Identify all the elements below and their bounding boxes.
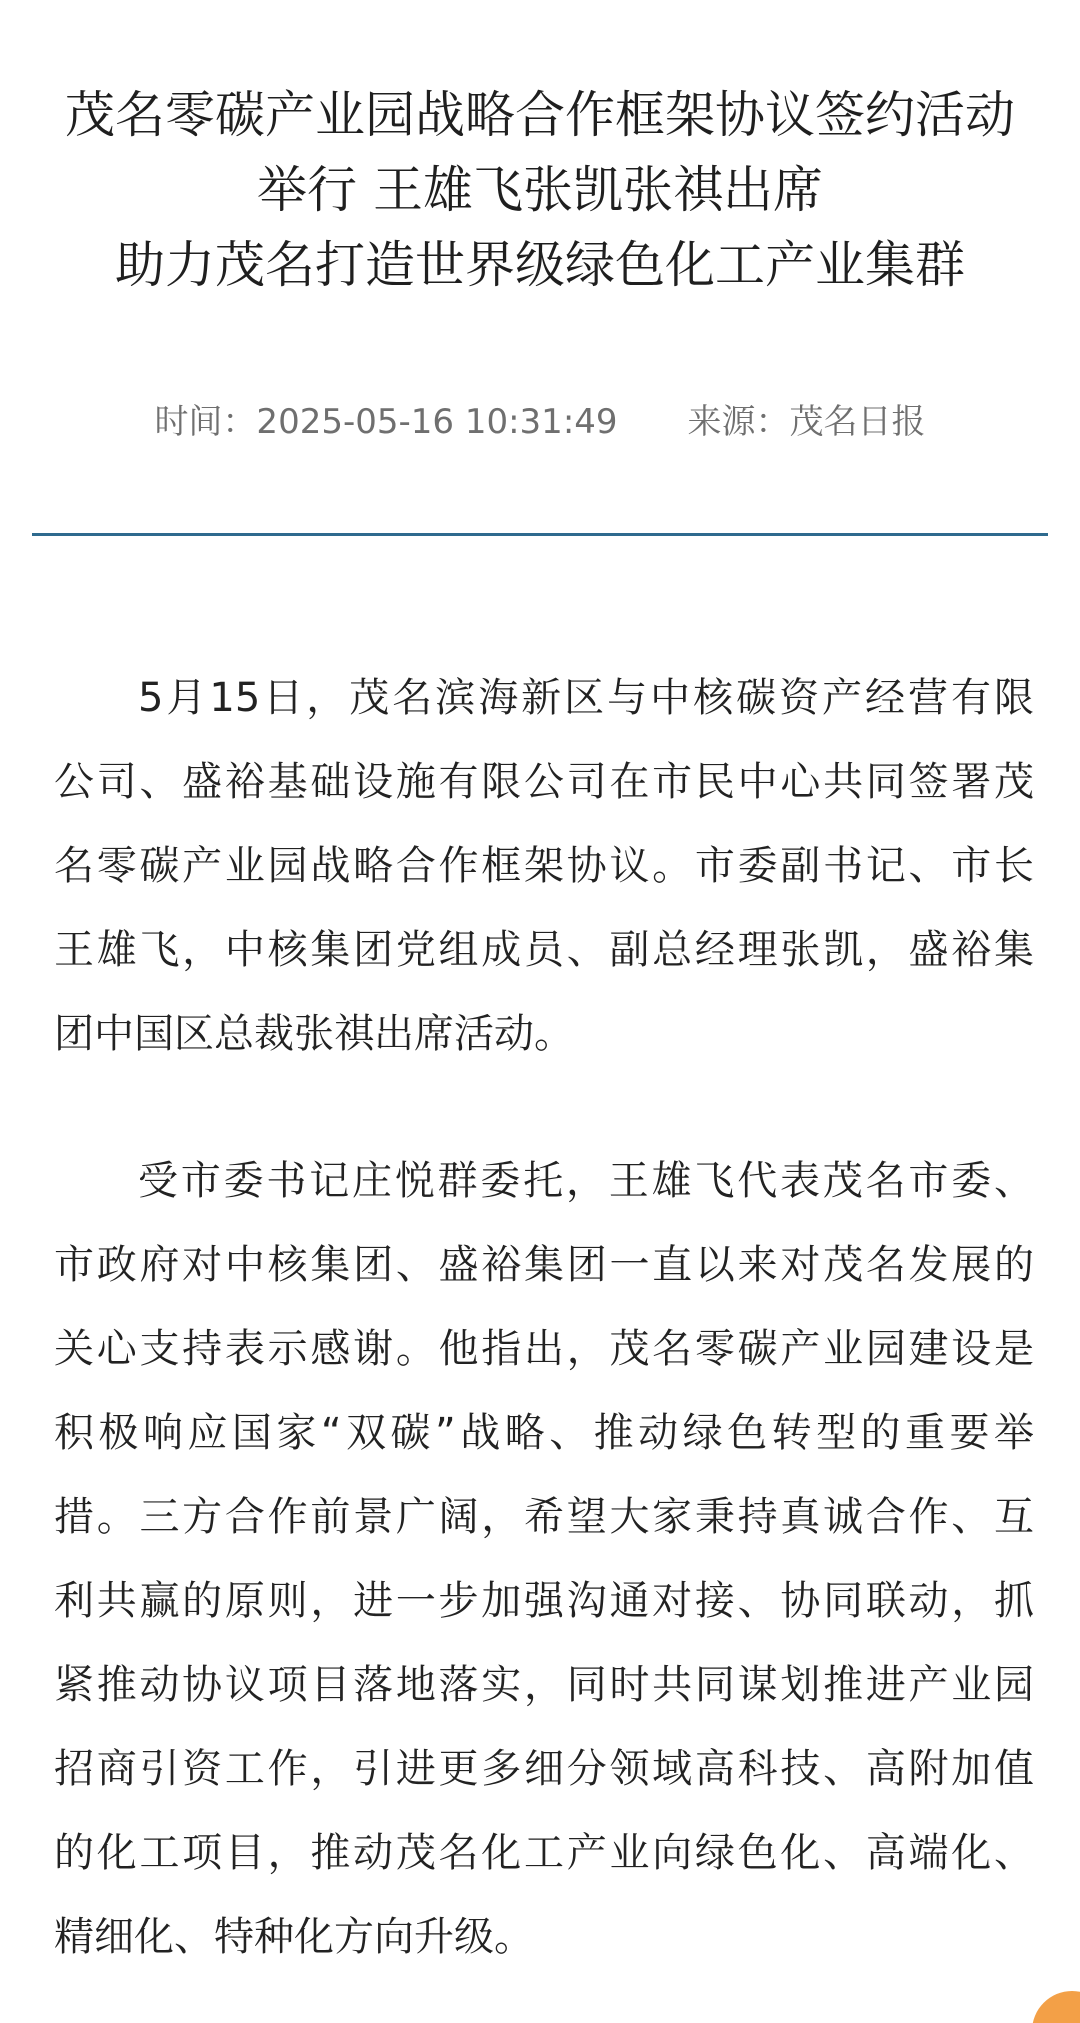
paragraph-line: 团中国区总裁张祺出席活动。: [54, 1011, 574, 1057]
article-meta: [0, 398, 1080, 446]
paragraph-line: 积极响应国家“双碳”战略、推动绿色转型的重要举: [54, 1410, 1034, 1456]
paragraph-line: 王雄飞，中核集团党组成员、副总经理张凯，盛裕集: [54, 927, 1034, 973]
article-source: 来源：茂名日报: [687, 402, 926, 442]
paragraph-line: 公司、盛裕基础设施有限公司在市民中心共同签署茂: [54, 759, 1034, 805]
paragraph-line: 精细化、特种化方向升级。: [54, 1914, 534, 1960]
article-title-line: 举行 王雄飞张凯张祺出席: [257, 161, 823, 219]
paragraph-line: 关心支持表示感谢。他指出，茂名零碳产业园建设是: [54, 1326, 1034, 1372]
paragraph-line: 名零碳产业园战略合作框架协议。市委副书记、市长: [54, 843, 1034, 889]
paragraph-line: 市政府对中核集团、盛裕集团一直以来对茂名发展的: [54, 1242, 1034, 1288]
article-title-line: 助力茂名打造世界级绿色化工产业集群: [115, 236, 965, 294]
paragraph-line: 紧推动协议项目落地落实，同时共同谋划推进产业园: [54, 1662, 1034, 1708]
article-title: [40, 78, 1040, 303]
article-paragraph: [54, 656, 1034, 1076]
floating-button-shape: [1032, 1991, 1080, 2023]
paragraph-line: 招商引资工作，引进更多细分领域高科技、高附加值: [54, 1746, 1034, 1792]
paragraph-line: 利共赢的原则，进一步加强沟通对接、协同联动，抓: [54, 1578, 1034, 1624]
article-title-line: 茂名零碳产业园战略合作框架协议签约活动: [65, 86, 1015, 144]
publish-time: 时间：2025-05-16 10:31:49: [154, 402, 618, 442]
paragraph-line: 的化工项目，推动茂名化工产业向绿色化、高端化、: [54, 1830, 1034, 1876]
paragraph-line: 措。三方合作前景广阔，希望大家秉持真诚合作、互: [54, 1494, 1034, 1540]
article-paragraph: [54, 1139, 1034, 1979]
title-divider: [32, 533, 1048, 536]
paragraph-line: 5月15日，茂名滨海新区与中核碳资产经营有限: [138, 675, 1034, 721]
floating-action-button[interactable]: [1024, 1985, 1080, 2023]
paragraph-line: 受市委书记庄悦群委托，王雄飞代表茂名市委、: [138, 1158, 1034, 1204]
